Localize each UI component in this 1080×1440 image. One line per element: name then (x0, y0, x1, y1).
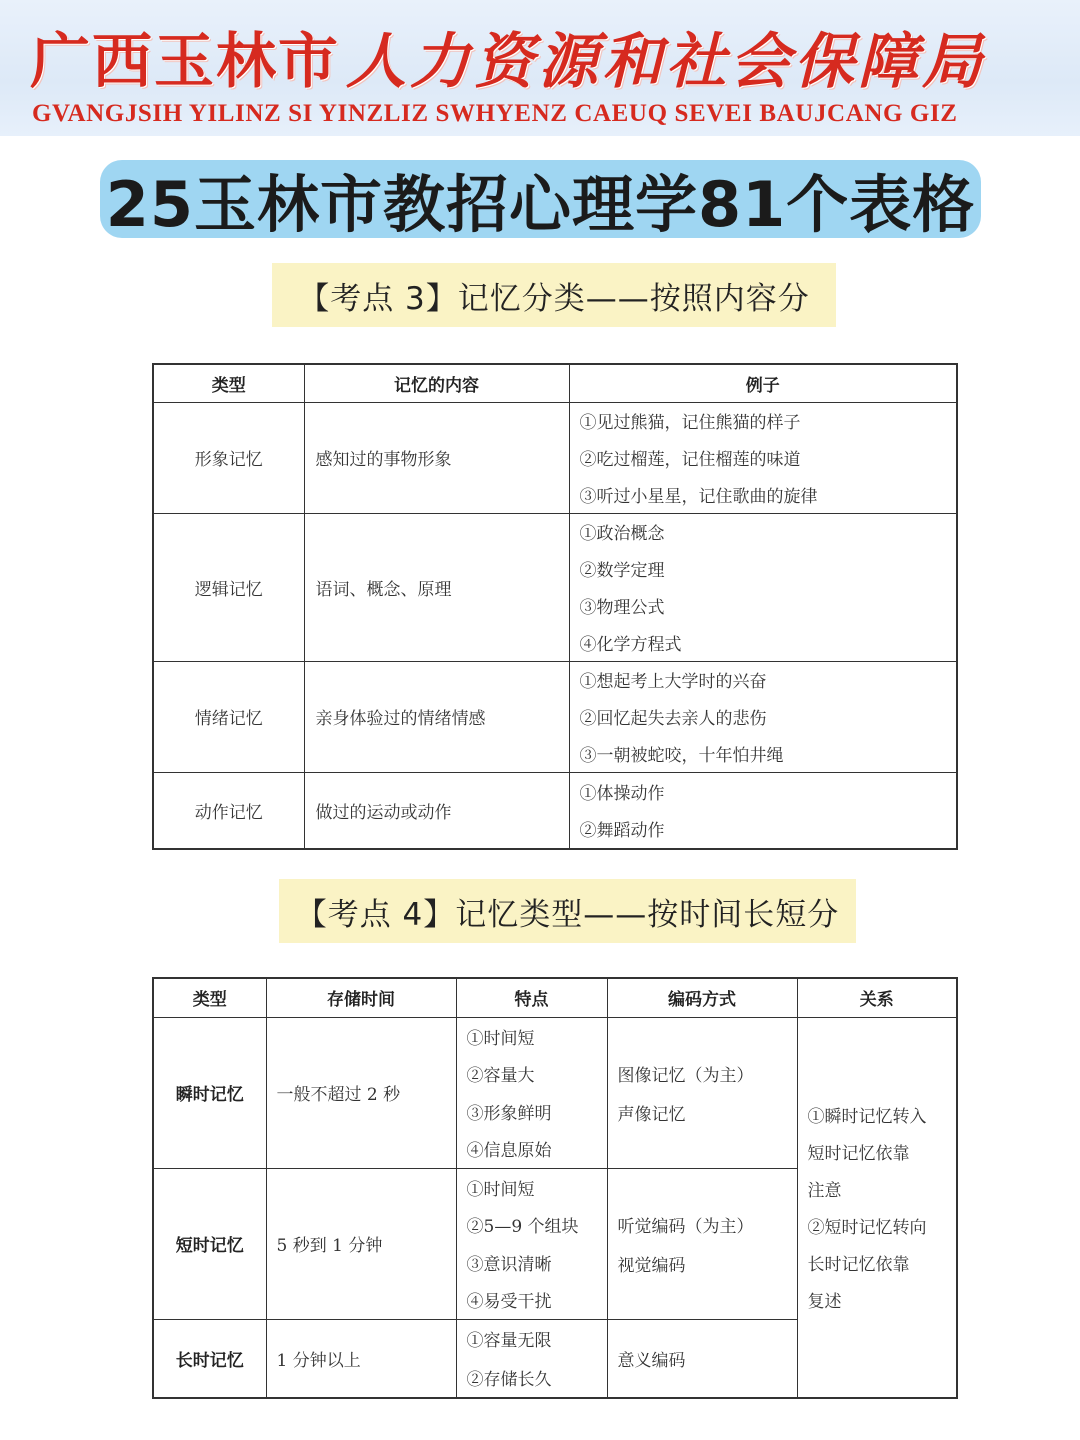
time-cell: 1 分钟以上 (266, 1319, 456, 1398)
table-row (153, 402, 957, 513)
relation-line: ①瞬时记忆转入 (807, 1107, 927, 1127)
table-header-row (153, 364, 957, 402)
relation-line: 长时记忆依靠 (807, 1255, 910, 1275)
coding-cell (607, 1168, 797, 1319)
column-header: 存储时间 (266, 978, 456, 1017)
section-4-tag: 【考点 4】记忆类型——按时间长短分 (279, 879, 856, 943)
examples-cell (569, 402, 957, 513)
banner-subtitle: GVANGJSIH YILINZ SI YINZLIZ SWHYENZ CAEUQ SEVEI BAUJCANG GIZ (32, 100, 958, 127)
feature-item: ④易受干扰 (466, 1292, 552, 1313)
relation-line: 短时记忆依靠 (807, 1144, 910, 1164)
coding-item: 图像记忆（为主） (617, 1065, 754, 1086)
example-item: ①想起考上大学时的兴奋 (579, 672, 767, 693)
example-item: ④化学方程式 (579, 634, 682, 655)
banner-title-bureau: 人力资源和社会保障局 (346, 27, 986, 97)
banner-title (30, 14, 986, 100)
feature-item: ④信息原始 (466, 1141, 552, 1162)
type-cell: 长时记忆 (153, 1319, 266, 1398)
content-cell: 语词、概念、原理 (304, 513, 569, 661)
content-cell: 做过的运动或动作 (304, 772, 569, 849)
example-item: ②吃过榴莲，记住榴莲的味道 (579, 449, 801, 470)
table-row (153, 513, 957, 661)
feature-item: ①时间短 (466, 1028, 535, 1049)
column-header: 类型 (153, 364, 304, 402)
example-item: ①政治概念 (579, 524, 665, 545)
header-banner (0, 0, 1080, 136)
feature-item: ②容量大 (466, 1066, 535, 1087)
time-cell: 一般不超过 2 秒 (266, 1017, 456, 1168)
page-title: 25玉林市教招心理学81个表格 (100, 160, 981, 238)
table-row (153, 1017, 957, 1168)
coding-cell (607, 1017, 797, 1168)
feature-item: ①时间短 (466, 1179, 535, 1200)
feature-item: ③形象鲜明 (466, 1103, 552, 1124)
example-item: ①见过熊猫，记住熊猫的样子 (579, 413, 801, 434)
features-cell (456, 1017, 607, 1168)
column-header: 记忆的内容 (304, 364, 569, 402)
coding-item: 视觉编码 (617, 1255, 686, 1276)
relation-line: 复述 (807, 1292, 842, 1312)
memory-content-table (152, 363, 958, 850)
example-item: ③听过小星星，记住歌曲的旋律 (579, 486, 818, 507)
example-item: ③物理公式 (579, 597, 665, 618)
table-row (153, 661, 957, 772)
column-header: 关系 (797, 978, 957, 1017)
features-cell (456, 1319, 607, 1398)
example-item: ②舞蹈动作 (579, 821, 665, 842)
feature-item: ③意识清晰 (466, 1254, 552, 1275)
column-header: 特点 (456, 978, 607, 1017)
type-cell: 逻辑记忆 (153, 513, 304, 661)
example-item: ②回忆起失去亲人的悲伤 (579, 708, 767, 729)
type-cell: 短时记忆 (153, 1168, 266, 1319)
type-cell: 瞬时记忆 (153, 1017, 266, 1168)
column-header: 例子 (569, 364, 957, 402)
coding-cell (607, 1319, 797, 1398)
memory-duration-table (152, 977, 958, 1399)
coding-item: 听觉编码（为主） (617, 1216, 754, 1237)
relation-line: ②短时记忆转向 (807, 1218, 927, 1238)
column-header: 编码方式 (607, 978, 797, 1017)
type-cell: 动作记忆 (153, 772, 304, 849)
type-cell: 情绪记忆 (153, 661, 304, 772)
example-item: ③一朝被蛇咬，十年怕井绳 (579, 745, 784, 766)
content-cell: 感知过的事物形象 (304, 402, 569, 513)
examples-cell (569, 661, 957, 772)
coding-item: 意义编码 (617, 1350, 686, 1371)
relation-line: 注意 (807, 1181, 842, 1201)
coding-item: 声像记忆 (617, 1104, 686, 1125)
feature-item: ②存储长久 (466, 1369, 552, 1390)
table-row (153, 772, 957, 849)
type-cell: 形象记忆 (153, 402, 304, 513)
content-cell: 亲身体验过的情绪情感 (304, 661, 569, 772)
banner-title-city: 广西玉林市 (30, 27, 340, 97)
examples-cell (569, 513, 957, 661)
examples-cell (569, 772, 957, 849)
feature-item: ②5—9 个组块 (466, 1217, 579, 1238)
example-item: ②数学定理 (579, 561, 665, 582)
example-item: ①体操动作 (579, 783, 665, 804)
feature-item: ①容量无限 (466, 1331, 552, 1352)
relation-cell (797, 1017, 957, 1398)
table-header-row (153, 978, 957, 1017)
time-cell: 5 秒到 1 分钟 (266, 1168, 456, 1319)
column-header: 类型 (153, 978, 266, 1017)
section-3-tag: 【考点 3】记忆分类——按照内容分 (272, 263, 836, 327)
features-cell (456, 1168, 607, 1319)
